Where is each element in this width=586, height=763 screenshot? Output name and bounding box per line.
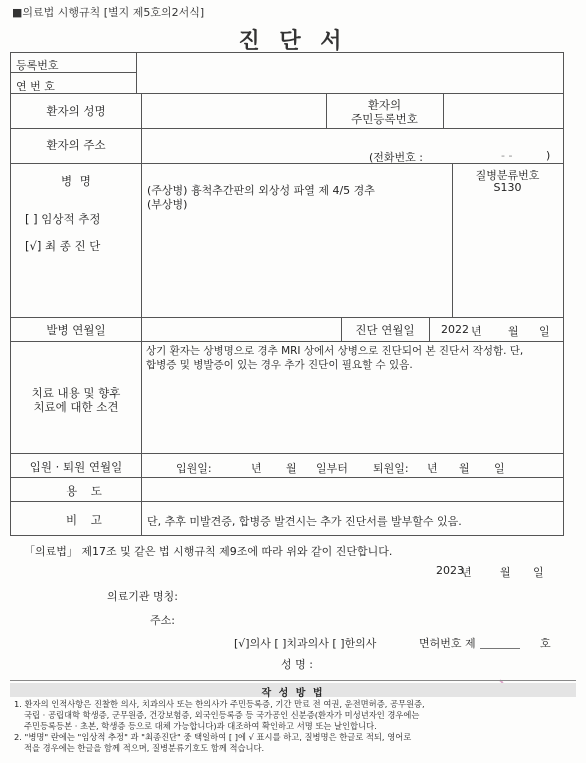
issue-day-unit: 일 [533,566,544,579]
remarks-label: 비 고 [66,513,107,527]
row-divider [11,477,563,478]
legal-statement: 「의료법」 제17조 및 같은 법 시행규칙 제9조에 따라 위와 같이 진단합니다. [24,545,393,558]
row-divider [11,341,563,342]
row-divider [11,163,563,164]
admission-label: 입원 · 퇴원 연월일 [29,460,123,474]
phone-dash: - - [501,149,513,162]
opinion-text-line2: 합병증 및 병발증이 있는 경우 추가 진단이 필요할 수 있음. [146,359,413,371]
admission-out-year: 년 [427,462,438,475]
row-divider [11,501,563,502]
issue-year-unit: 년 [461,566,472,579]
main-disease-text: (주상병) 흉척추간판의 외상성 파열 제 4/5 경추 [147,184,375,197]
admission-in-label: 입원일: [176,462,212,475]
final-diagnosis-checkbox: [√] 최 종 진 단 [25,239,101,253]
disease-code-value: S130 [493,181,522,194]
doctor-type: [√]의사 [ ]치과의사 [ ]한의사 [234,637,377,650]
patient-id-label-line1: 환자의 [367,98,402,112]
usage-label: 용 도 [66,484,107,498]
row-divider [11,128,563,129]
opinion-label-line2: 치료에 대한 소견 [33,400,119,414]
col-divider [429,317,430,341]
patient-id-label-line2: 주민등록번호 [351,112,418,126]
guide-title: 작 성 방 법 [261,688,325,699]
admission-out-day: 일 [494,462,505,475]
guide-note-1-line1: 1. 환자의 인적사항은 진찰한 의사, 치과의사 또는 한의사가 주민등록증, 기간 만료 전 여권, 운전면허증, 공무원증, [14,699,425,709]
row-divider [11,317,563,318]
clinical-estimate-checkbox: [ ] 임상적 추정 [25,212,101,226]
issue-year: 2023 [436,564,464,577]
guide-note-1-line3: 주민등록등본 · 초본, 학생증 등으로 대체 가능합니다)과 대조하여 확인하고 서명 또는 날인합니다. [24,721,377,731]
phone-close: ) [546,149,551,162]
row-divider [11,453,563,454]
phone-label: (전화번호 : [369,151,423,164]
writing-guide [10,680,576,761]
admission-out-month: 월 [459,462,470,475]
opinion-text-line1: 상기 환자는 상병명으로 경추 MRI 상에서 상병으로 진단되어 본 진단서 작성함. 단, [146,345,524,357]
license-unit: 호 [540,637,551,650]
remarks-text: 단, 추후 미발견증, 합병증 발견시는 추가 진단서를 발부할수 있음. [147,515,462,528]
institution-label: 의료기관 명칭: [107,590,178,603]
disease-code-label: 질병분류번호 [475,169,540,182]
disease-label: 병 명 [61,174,93,188]
diagnosis-year-unit: 년 [471,325,482,338]
serial-no-label: 연 번 호 [16,80,55,93]
guide-note-2-line1: 2. "병명" 란에는 "임상적 추정" 과 "최종진단" 중 택일하여 [ ]에 √ 표시를 하고, 질병명은 한글로 적되, 영어로 [14,732,412,742]
admission-out-label: 퇴원일: [373,462,409,475]
patient-name-label: 환자의 성명 [46,104,106,118]
diagnosis-day-unit: 일 [539,325,550,338]
regulation-caption: ■의료법 시행규칙 [별지 제5호의2서식] [12,6,205,19]
institution-address-label: 주소: [150,614,175,627]
sub-disease-text: (부상병) [147,198,188,211]
diagnosis-year: 2022 [441,323,469,336]
patient-address-label: 환자의 주소 [46,138,106,152]
guide-note-2-line2: 적을 경우에는 한글을 함께 적으며, 질병분류기호도 함께 적습니다. [24,743,265,753]
page-title: 진 단 서 [238,29,348,54]
reg-no-label: 등록번호 [16,59,59,72]
opinion-label-line1: 치료 내용 및 향후 [31,386,121,400]
admission-in-month: 월 [286,462,297,475]
admission-in-from: 일부터 [316,462,348,475]
col-divider [136,53,137,93]
license-label: 면허번호 제 [419,637,476,650]
onset-date-label: 발병 연월일 [46,323,106,337]
guide-note-1-line2: 국립 · 공립대학 학생증, 군무원증, 건강보험증, 외국인등록증 등 국가공인 신분증(환자가 미성년자인 경우에는 [24,710,420,720]
col-divider [141,93,142,535]
col-divider [443,93,444,128]
diagnosis-form [10,52,564,536]
row-divider [11,93,563,94]
diagnosis-month-unit: 월 [508,325,519,338]
license-blank-line [480,648,520,649]
diagnosis-date-label: 진단 연월일 [355,323,415,337]
admission-in-year: 년 [251,462,262,475]
issue-month-unit: 월 [500,566,511,579]
signature-label: 성 명 : [281,658,313,671]
